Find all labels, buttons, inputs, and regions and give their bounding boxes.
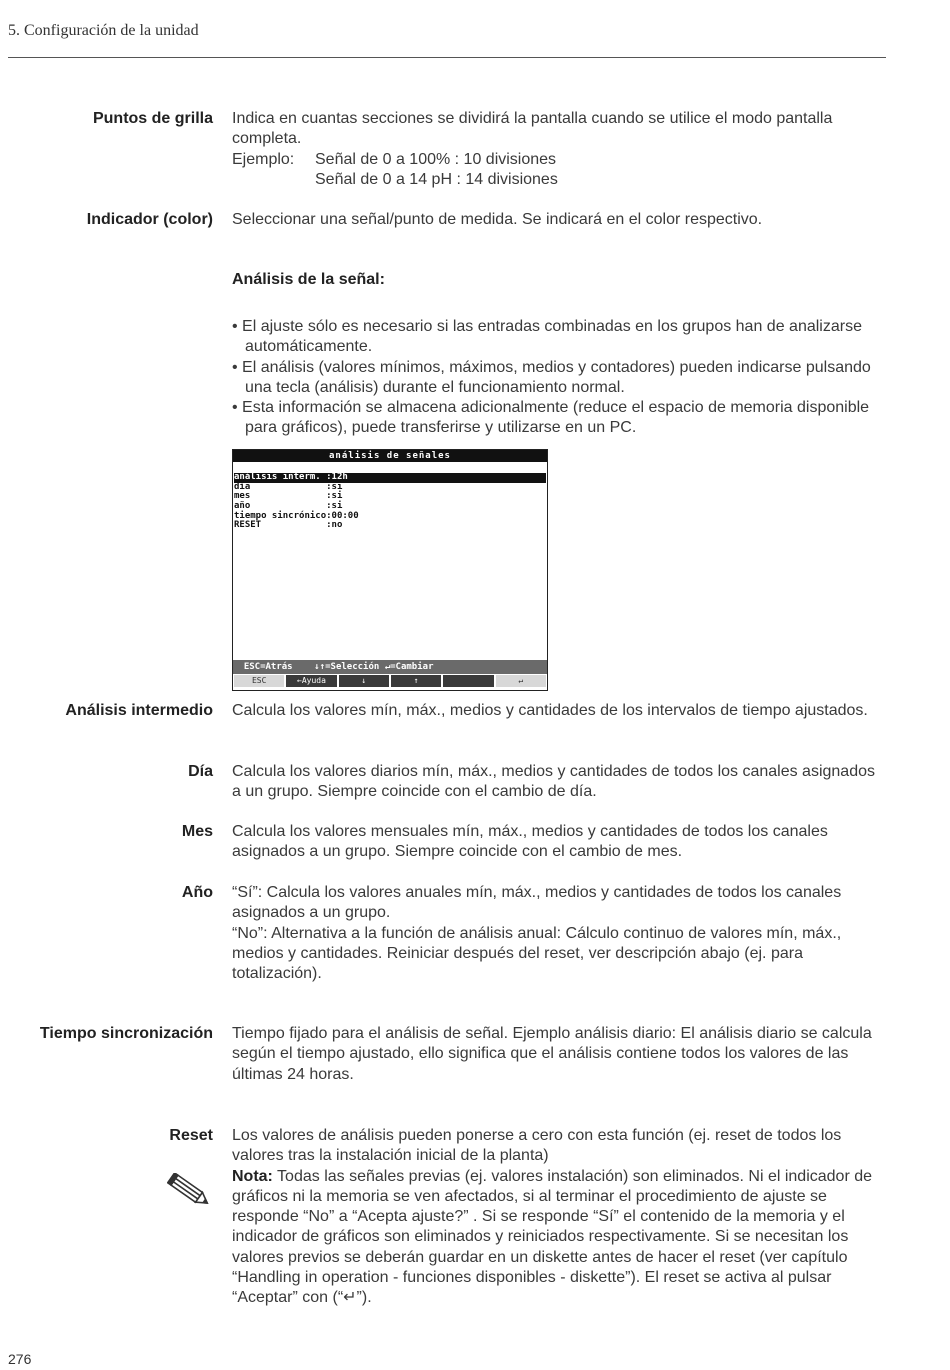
example-line-1: Señal de 0 a 100% : 10 divisiones bbox=[315, 150, 557, 168]
list-item: • El análisis (valores mínimos, máximos, medios y contadores) pueden indicarse pulsando una tecla (análisis) durante el funcionamiento normal. bbox=[232, 358, 871, 396]
analysis-heading: Análisis de la señal: bbox=[232, 271, 385, 288]
device-screen-mockup bbox=[232, 449, 548, 691]
screen-menu-row-reset[interactable]: RESET :no bbox=[234, 520, 343, 531]
param-desc-grid-points bbox=[232, 109, 887, 190]
example-label: Ejemplo: bbox=[232, 150, 295, 168]
param-label-day: Día bbox=[188, 763, 213, 780]
param-label-intermediate-analysis: Análisis intermedio bbox=[65, 702, 213, 719]
param-desc-month: Calcula los valores mensuales mín, máx., medios y cantidades de todos los canales asignados a un grupo. Siempre coincide con el cambio de mes. bbox=[232, 823, 828, 861]
list-item: • El ajuste sólo es necesario si las entradas combinadas en los grupos han de analizarse automáticamente. bbox=[232, 318, 862, 356]
param-label-indicator-color: Indicador (color) bbox=[86, 211, 213, 228]
param-label-reset: Reset bbox=[169, 1127, 213, 1144]
softkey-enter[interactable]: ↵ bbox=[496, 675, 546, 687]
softkey-down[interactable]: ↓ bbox=[339, 675, 389, 687]
param-label-month: Mes bbox=[181, 823, 213, 840]
param-desc-intermediate-analysis: Calcula los valores mín, máx., medios y cantidades de los intervalos de tiempo ajustados. bbox=[232, 702, 868, 719]
param-desc-day: Calcula los valores diarios mín, máx., medios y cantidades de todos los canales asignados a un grupo. Siempre coincide con el cambio de día. bbox=[232, 763, 875, 801]
screen-menu bbox=[234, 473, 546, 531]
softkey-up[interactable]: ↑ bbox=[391, 675, 441, 687]
example-line-2: Señal de 0 a 14 pH : 14 divisiones bbox=[315, 170, 558, 188]
screen-menu-row-day[interactable]: día :si bbox=[234, 481, 343, 492]
screen-menu-row-year[interactable]: año :si bbox=[234, 501, 343, 512]
reset-note bbox=[232, 1167, 887, 1309]
grid-points-description: Indica en cuantas secciones se dividirá la pantalla cuando se utilice el modo pantalla completa. bbox=[232, 110, 833, 148]
list-item: • Esta información se almacena adicionalmente (reduce el espacio de memoria disponible para gráficos), puede transferirse y utilizarse en un PC. bbox=[232, 399, 870, 437]
reset-text: Los valores de análisis pueden ponerse a cero con esta función (ej. reset de todos los valores tras la instalación inicial de la planta) bbox=[232, 1127, 842, 1165]
pencil-icon bbox=[167, 1173, 213, 1209]
screen-menu-row-sync-time[interactable]: tiempo sincrónico:00:00 bbox=[234, 510, 359, 521]
note-label: Nota: bbox=[232, 1167, 273, 1185]
param-label-grid-points: Puntos de grilla bbox=[92, 110, 213, 127]
param-desc-year bbox=[232, 883, 852, 984]
param-label-sync-time: Tiempo sincronización bbox=[39, 1025, 213, 1042]
param-desc-reset bbox=[232, 1126, 887, 1309]
softkey-esc[interactable]: ESC bbox=[234, 675, 284, 687]
year-yes-text: “Sí”: Calcula los valores anuales mín, máx., medios y cantidades de todos los canales asignados a un grupo. bbox=[232, 884, 842, 922]
header-rule bbox=[8, 57, 886, 58]
screen-help-bar: ESC=Atrás ↓↑=Selección ↵=Cambiar bbox=[233, 660, 547, 674]
screen-menu-row-month[interactable]: mes :si bbox=[234, 491, 343, 502]
screen-softkeys bbox=[233, 674, 547, 690]
year-no-text: “No”: Alternativa a la función de análisis anual: Cálculo continuo de valores mín, máx., medios y cantidades. Reiniciar después del reset, ver descripción abajo (ej. para totalización). bbox=[232, 924, 842, 983]
section-title: 5. Configuración de la unidad bbox=[8, 22, 199, 39]
screen-menu-row-intermediate[interactable]: análisis interm. :12h bbox=[234, 473, 546, 483]
param-label-year: Año bbox=[181, 884, 213, 901]
page-number: 276 bbox=[8, 1351, 32, 1367]
analysis-bullet-list bbox=[232, 317, 872, 439]
softkey-empty[interactable] bbox=[443, 675, 493, 687]
screen-title: análisis de señales bbox=[233, 450, 547, 462]
param-desc-sync-time: Tiempo fijado para el análisis de señal. Ejemplo análisis diario: El análisis diario se calcula según el tiempo ajustado, ello significa que el análisis contiene todos los valores de las últimas 24 horas. bbox=[232, 1025, 872, 1083]
grid-points-example bbox=[232, 150, 887, 170]
softkey-help[interactable]: ←Ayuda bbox=[286, 675, 336, 687]
param-desc-indicator-color: Seleccionar una señal/punto de medida. Se indicará en el color respectivo. bbox=[232, 211, 763, 228]
note-text: Todas las señales previas (ej. valores instalación) son eliminados. Ni el indicador de gráficos ni la memoria se ven afectados, si al terminar el procedimiento de ajuste se responde “No” a “Acepta ajuste?” . Si se responde “Sí” el contenido de la memoria y el indicador de gráficos son eliminados y reiniciados respectivamente. Si se necesitan los valores previos se deberán guardar en un diskette antes de hacer el reset (ver capítulo “Handling in operation - funciones disponibles - diskette”). El reset se activa al pulsar “Aceptar” con (“↵”). bbox=[232, 1167, 873, 1307]
